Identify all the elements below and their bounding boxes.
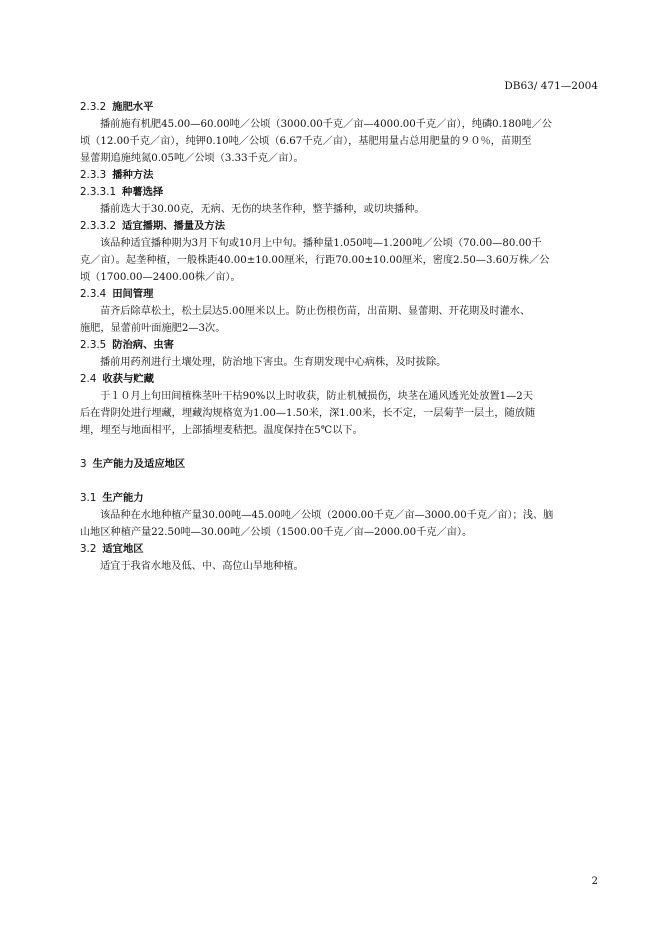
section-number: 2.3.4 bbox=[80, 288, 107, 300]
paragraph-seed-selection bbox=[80, 201, 600, 218]
section-number: 2.3.3.1 bbox=[80, 186, 117, 198]
section-heading-3-2 bbox=[80, 541, 600, 558]
paragraph-line: 播前施有机肥45.00—60.00吨／公顷（3000.00千克／亩—4000.00千克／亩），纯磷0.180吨／公 bbox=[100, 119, 552, 130]
section-number: 2.3.5 bbox=[80, 339, 107, 351]
paragraph-pest-control bbox=[80, 354, 600, 371]
chapter-number: 3 bbox=[80, 458, 87, 470]
paragraph-line: 播前选大于30.00克，无病、无伤的块茎作种，整芋播种，或切块播种。 bbox=[100, 204, 425, 215]
section-heading-2-3-2 bbox=[80, 99, 600, 116]
paragraph-line: 山地区种植产量22.50吨—30.00吨／公顷（1500.00千克／亩—2000.00千克／亩）。 bbox=[80, 527, 473, 538]
paragraph-line: 顷（1700.00—2400.00株／亩）。 bbox=[80, 272, 241, 283]
section-number: 2.3.2 bbox=[80, 101, 107, 113]
section-title: 田间管理 bbox=[112, 288, 154, 300]
section-title: 适宜地区 bbox=[102, 543, 144, 555]
section-title: 施肥水平 bbox=[112, 101, 154, 113]
section-heading-2-3-5 bbox=[80, 337, 600, 354]
section-number: 2.3.3 bbox=[80, 169, 107, 181]
paragraph-line: 适宜于我省水地及低、中、高位山旱地种植。 bbox=[100, 561, 304, 572]
document-code: DB63/ 471—2004 bbox=[504, 80, 598, 92]
section-title: 生产能力 bbox=[102, 492, 144, 504]
document-body bbox=[80, 99, 600, 575]
section-number: 3.1 bbox=[80, 492, 97, 504]
paragraph-line: 于１０月上旬田间植株茎叶干枯90%以上时收获，防止机械损伤，块茎在通风透光处放置1—2天 bbox=[100, 391, 533, 402]
section-number: 2.4 bbox=[80, 373, 97, 385]
page-number: 2 bbox=[591, 876, 598, 887]
section-heading-2-3-4 bbox=[80, 286, 600, 303]
paragraph-line: 该品种在水地种植产量30.00吨—45.00吨／公顷（2000.00千克／亩—3000.00千克／亩）；浅、脑 bbox=[100, 510, 554, 521]
chapter-title: 生产能力及适应地区 bbox=[92, 458, 186, 470]
paragraph-line: 苗齐后除草松土，松土层达5.00厘米以上。防止伤根伤苗，出苗期、显蕾期、开花期及时灌水、 bbox=[100, 306, 531, 317]
section-heading-2-3-3-1 bbox=[80, 184, 600, 201]
section-title: 防治病、虫害 bbox=[112, 339, 174, 351]
paragraph-line: 顷（12.00千克／亩），纯钾0.10吨／公顷（6.67千克／亩），基肥用量占总用肥量的９０％，苗期至 bbox=[80, 136, 532, 147]
paragraph-line: 埋，埋至与地面相平，上部插埋麦秸把。温度保持在5℃以下。 bbox=[80, 425, 363, 436]
paragraph-line: 该品种适宜播种期为3月下旬或10月上中旬。播种量1.050吨—1.200吨／公顷（70.00—80.00千 bbox=[100, 238, 542, 249]
paragraph-sowing bbox=[80, 235, 600, 286]
section-heading-2-3-3 bbox=[80, 167, 600, 184]
section-heading-2-4 bbox=[80, 371, 600, 388]
paragraph-line: 后在背阴处进行埋藏，埋藏沟规格宽为1.00—1.50米，深1.00米，长不定，一层菊芋一层土，随放随 bbox=[80, 408, 536, 419]
paragraph-line: 播前用药剂进行土壤处理，防治地下害虫。生育期发现中心病株，及时拔除。 bbox=[100, 357, 447, 368]
paragraph-production-capacity bbox=[80, 507, 600, 541]
paragraph-suitable-areas bbox=[80, 558, 600, 575]
paragraph-fertilization bbox=[80, 116, 600, 167]
section-heading-2-3-3-2 bbox=[80, 218, 600, 235]
paragraph-line: 克／亩）。起垄种植，一般株距40.00±10.00厘米，行距70.00±10.00厘米，密度2.50—3.60万株／公 bbox=[80, 255, 550, 266]
paragraph-line: 显蕾期追施纯氮0.05吨／公顷（3.33千克／亩）。 bbox=[80, 153, 304, 164]
paragraph-field-management bbox=[80, 303, 600, 337]
section-title: 播种方法 bbox=[112, 169, 154, 181]
section-title: 适宜播期、播量及方法 bbox=[122, 220, 225, 232]
section-number: 3.2 bbox=[80, 543, 97, 555]
paragraph-harvest-storage bbox=[80, 388, 600, 439]
paragraph-line: 施肥，显蕾前叶面施肥2—3次。 bbox=[80, 323, 226, 334]
section-number: 2.3.3.2 bbox=[80, 220, 117, 232]
section-title: 收获与贮藏 bbox=[102, 373, 154, 385]
section-title: 种薯选择 bbox=[122, 186, 164, 198]
chapter-heading-3 bbox=[80, 456, 600, 473]
section-heading-3-1 bbox=[80, 490, 600, 507]
